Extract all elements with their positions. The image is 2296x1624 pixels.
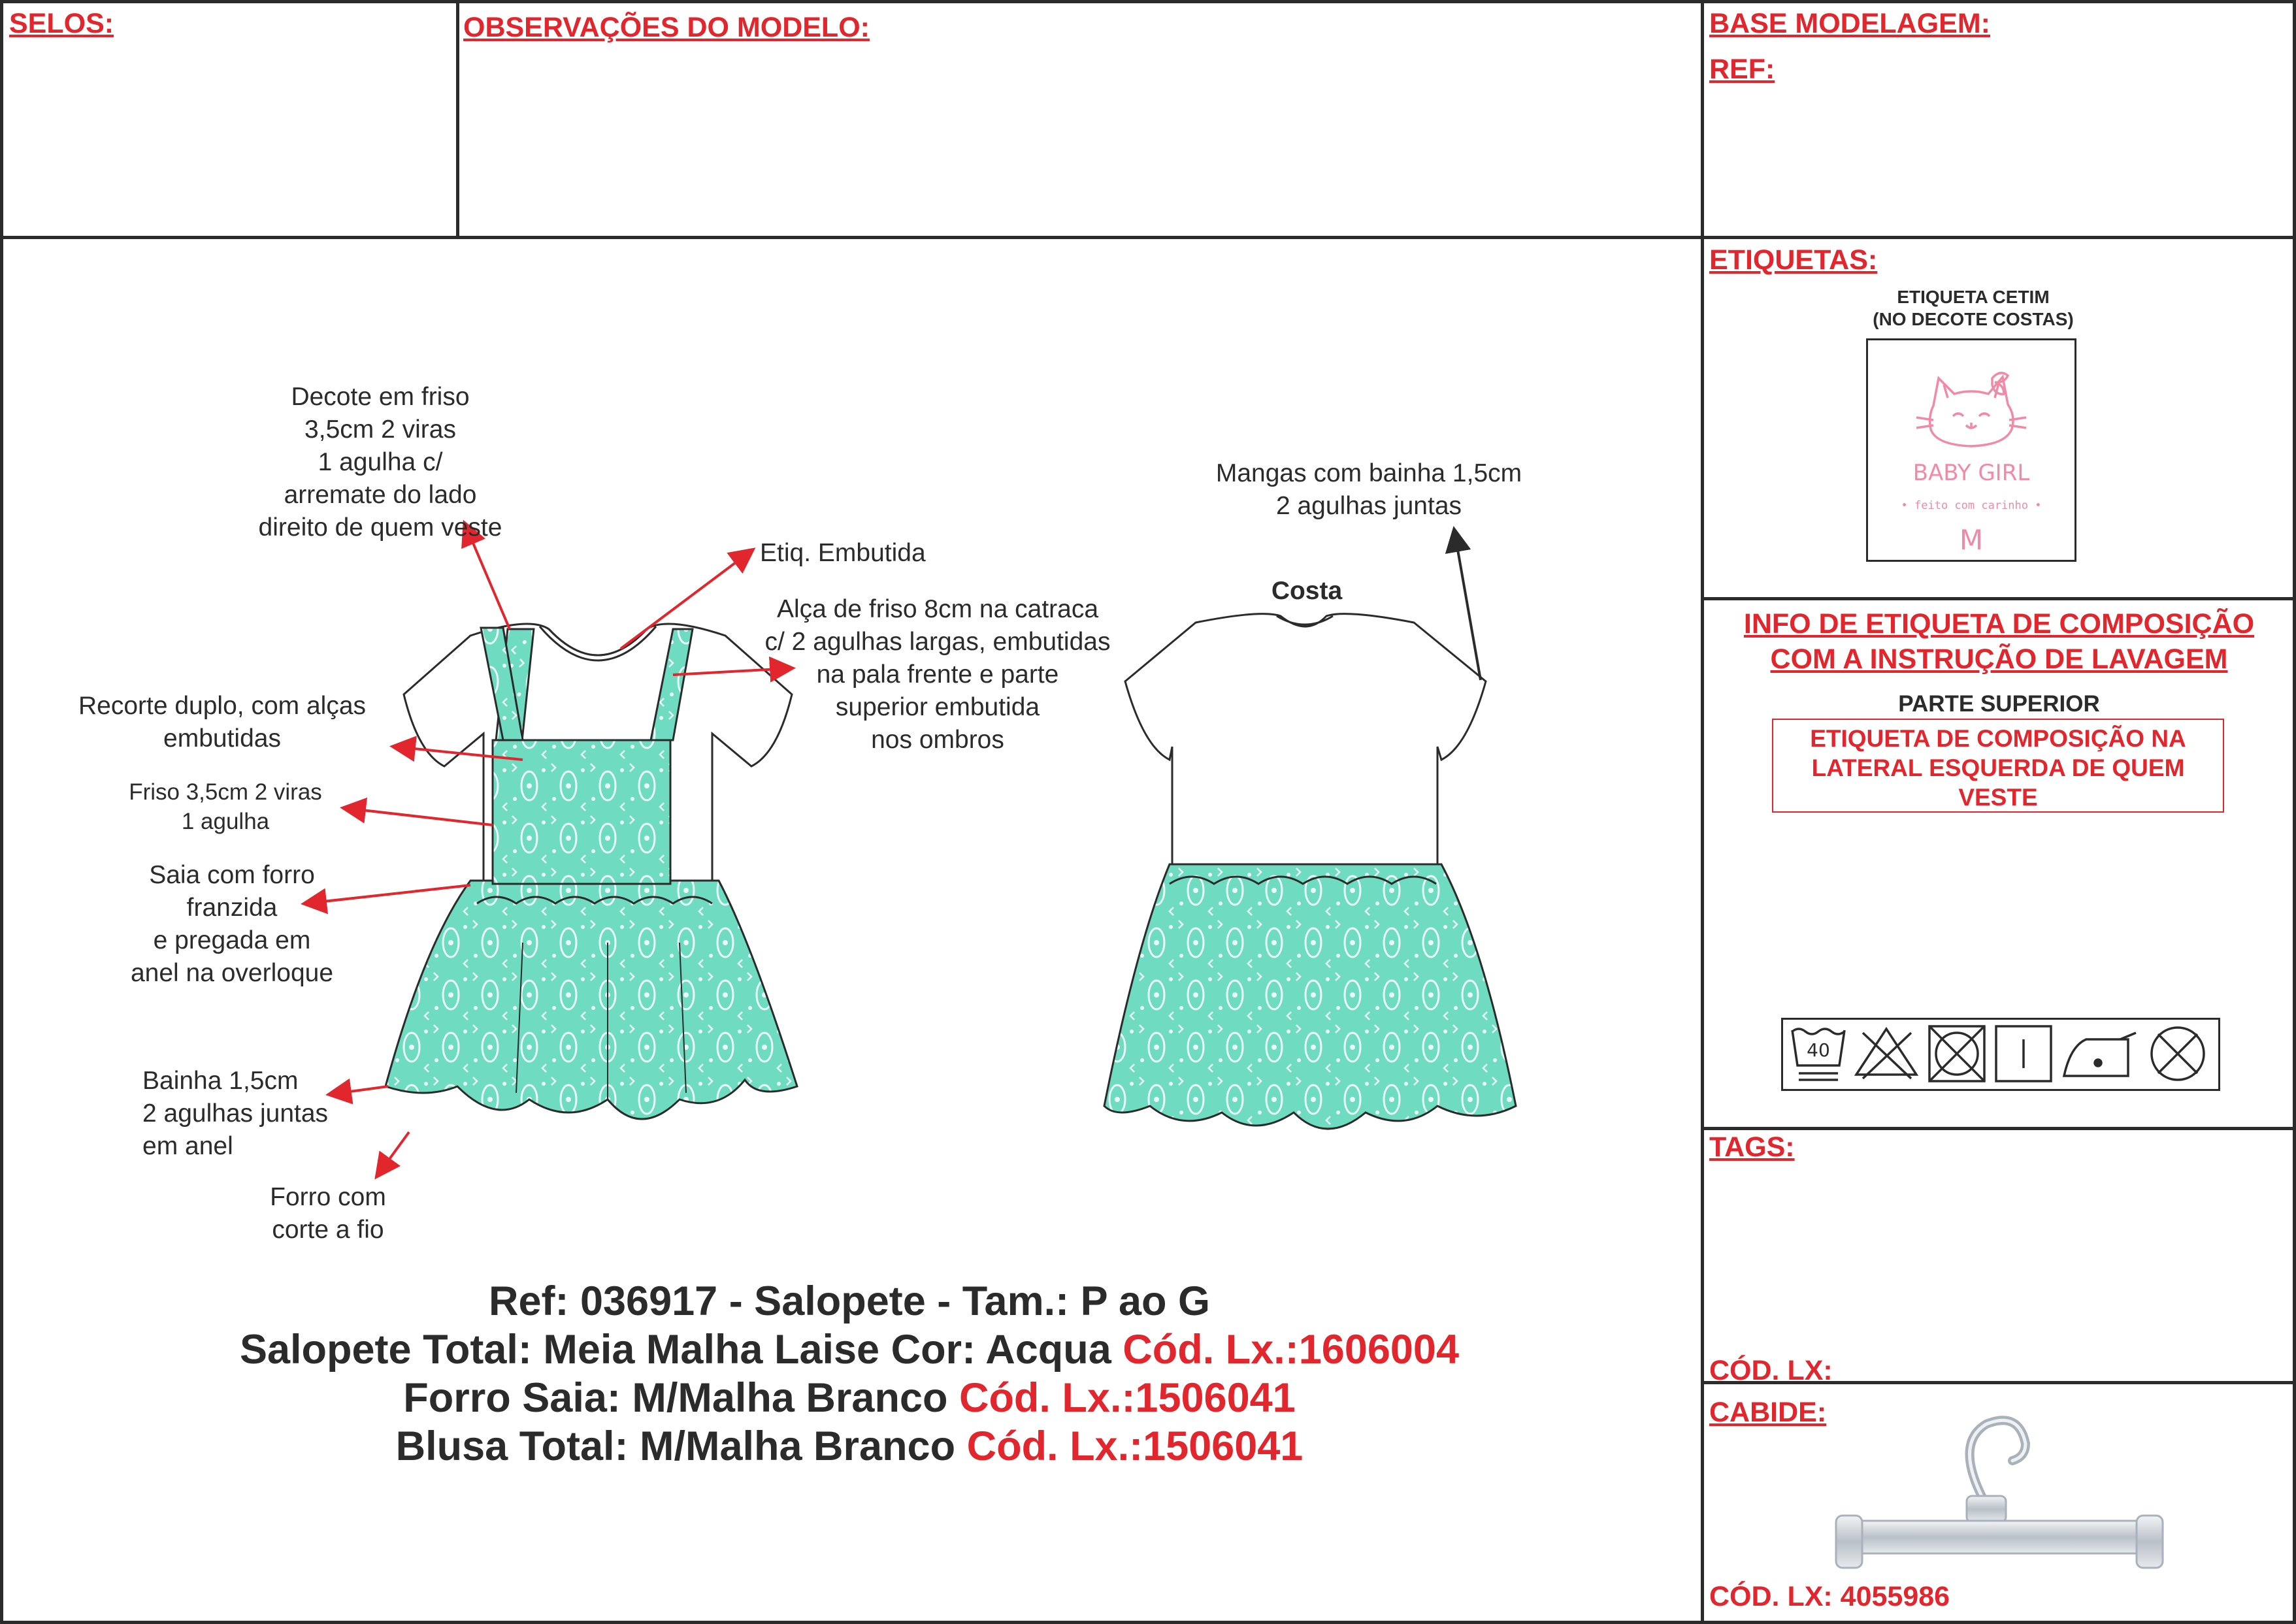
alca-line-3: na pala frente e parte — [816, 660, 1059, 689]
composicao-box-line1: ETIQUETA DE COMPOSIÇÃO NA — [1810, 725, 2186, 752]
alca-line-2: c/ 2 agulhas largas, embutidas — [764, 628, 1111, 656]
alca-line-4: superior embutida — [835, 693, 1040, 721]
front-skirt — [385, 881, 797, 1119]
annotation-saia — [98, 859, 366, 990]
annotation-costa: Costa — [1271, 577, 1343, 605]
no-dry-clean-icon — [2152, 1028, 2204, 1080]
annotation-decote — [230, 381, 531, 544]
blusa-material: Blusa Total: M/Malha Branco — [395, 1423, 967, 1469]
cabide-header: CABIDE: — [1709, 1397, 1827, 1428]
saia-line-3: e pregada em — [153, 926, 311, 954]
alca-line-1: Alça de friso 8cm na catraca — [776, 595, 1099, 623]
bainha-line-3: em anel — [142, 1132, 233, 1160]
no-bleach-icon — [1856, 1029, 1916, 1079]
observacoes-header: OBSERVAÇÕES DO MODELO: — [463, 12, 870, 43]
etiquetas-divider — [1701, 597, 2296, 600]
etiqueta-size: M — [1959, 524, 1984, 556]
product-info — [0, 1277, 1699, 1470]
etiqueta-cetim-label — [1866, 338, 2076, 562]
etiqueta-brand: BABY GIRL — [1912, 460, 2030, 486]
annotation-etiq: Etiq. Embutida — [760, 539, 926, 567]
product-blusa-line — [0, 1422, 1699, 1470]
wash-40-icon — [1792, 1029, 1845, 1080]
salopete-code: Cód. Lx.:1606004 — [1123, 1327, 1460, 1372]
bainha-line-1: Bainha 1,5cm — [142, 1067, 299, 1095]
decote-line-2: 3,5cm 2 viras — [304, 415, 456, 444]
selos-header: SELOS: — [9, 8, 114, 39]
saia-line-2: franzida — [186, 894, 278, 922]
forro-material: Forro Saia: M/Malha Branco — [403, 1375, 959, 1421]
tags-cod-lx: CÓD. LX: — [1709, 1355, 1833, 1386]
etiqueta-cetim-title-line2: (NO DECOTE COSTAS) — [1873, 309, 2074, 329]
wash-temp: 40 — [1807, 1039, 1830, 1061]
composicao-title — [1707, 606, 2291, 677]
selos-divider — [456, 0, 459, 237]
annotation-mangas — [1183, 457, 1555, 523]
frame-bottom — [0, 1621, 2296, 1624]
mangas-line-2: 2 agulhas juntas — [1275, 492, 1462, 520]
iron-low-icon — [2064, 1033, 2136, 1076]
forro-line-2: corte a fio — [272, 1216, 384, 1244]
care-symbols-strip — [1781, 1018, 2220, 1091]
composicao-box-line2: LATERAL ESQUERDA DE QUEM — [1811, 755, 2185, 781]
decote-line-1: Decote em friso — [291, 383, 470, 411]
bainha-line-2: 2 agulhas juntas — [142, 1099, 329, 1128]
hanger-image — [1829, 1405, 2169, 1581]
decote-line-3: 1 agulha c/ — [318, 448, 443, 476]
salopete-material: Salopete Total: Meia Malha Laise Cor: Acqua — [239, 1327, 1123, 1372]
annotation-forro — [235, 1181, 421, 1246]
cabide-cod-lx: CÓD. LX: 4055986 — [1709, 1581, 1950, 1612]
etiquetas-header: ETIQUETAS: — [1709, 244, 1878, 276]
saia-line-1: Saia com forro — [149, 861, 315, 889]
annotation-recorte — [52, 690, 392, 755]
composicao-title-line2: COM A INSTRUÇÃO DE LAVAGEM — [1770, 643, 2228, 675]
forro-line-1: Forro com — [270, 1183, 386, 1211]
etiqueta-tagline: • feito com carinho • — [1901, 499, 2042, 512]
back-skirt — [1104, 864, 1516, 1129]
annotation-bainha — [142, 1065, 328, 1163]
tags-header: TAGS: — [1709, 1131, 1795, 1163]
friso-line-2: 1 agulha — [181, 809, 270, 834]
base-modelagem-header: BASE MODELAGEM: — [1709, 8, 1990, 39]
decote-line-4: arremate do lado — [284, 481, 477, 509]
frame-top — [0, 0, 2296, 3]
product-ref-line: Ref: 036917 - Salopete - Tam.: P ao G — [488, 1278, 1211, 1324]
cat-logo-icon — [1868, 340, 2075, 560]
blusa-code: Cód. Lx.:1506041 — [966, 1423, 1304, 1469]
etiqueta-cetim-title-line1: ETIQUETA CETIM — [1897, 287, 2050, 307]
mangas-line-1: Mangas com bainha 1,5cm — [1215, 459, 1522, 487]
saia-line-4: anel na overloque — [130, 959, 334, 987]
composicao-divider — [1701, 1127, 2296, 1130]
composicao-title-line1: INFO DE ETIQUETA DE COMPOSIÇÃO — [1743, 608, 2255, 640]
ref-header: REF: — [1709, 54, 1775, 85]
recorte-line-2: embutidas — [163, 724, 281, 753]
back-tshirt — [1125, 614, 1486, 864]
no-tumble-dry-icon — [1929, 1026, 1984, 1081]
alca-line-5: nos ombros — [871, 726, 1004, 754]
product-forro-line — [0, 1374, 1699, 1422]
etiqueta-cetim-title — [1790, 286, 2156, 331]
composicao-subtitle: PARTE SUPERIOR — [1898, 691, 2100, 717]
forro-code: Cód. Lx.:1506041 — [959, 1375, 1296, 1421]
annotation-alca — [745, 593, 1130, 756]
decote-line-5: direito de quem veste — [258, 513, 502, 542]
recorte-line-1: Recorte duplo, com alças — [78, 692, 367, 720]
composicao-box-line3: VESTE — [1958, 784, 2038, 811]
composicao-box — [1772, 719, 2224, 813]
product-salopete-line — [0, 1325, 1699, 1374]
friso-line-1: Friso 3,5cm 2 viras — [129, 779, 322, 805]
line-dry-icon — [1996, 1026, 2051, 1081]
annotation-friso — [105, 777, 346, 836]
